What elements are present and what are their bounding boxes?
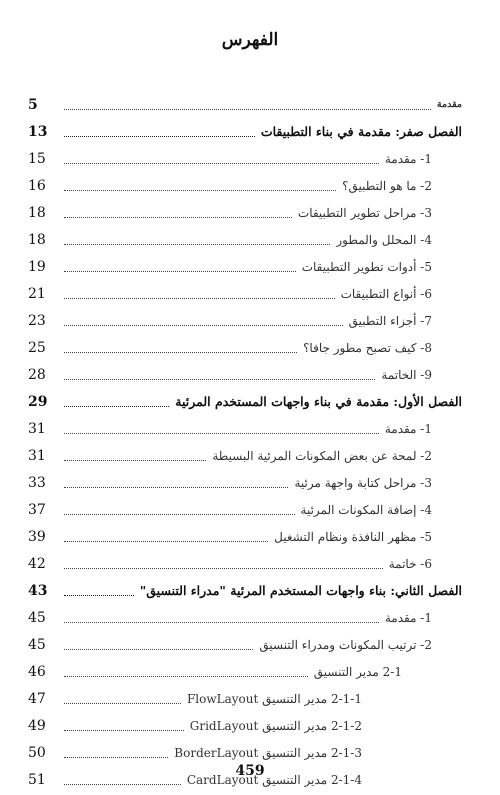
table-of-contents [28, 86, 462, 788]
toc-entry-label: 2-1 مدير التنسيق [313, 665, 402, 679]
toc-dot-leader [64, 568, 383, 569]
toc-dot-leader [64, 163, 379, 164]
toc-entry-label: 3- مراحل تطوير التطبيقات [297, 206, 432, 220]
toc-entry-row [28, 302, 462, 329]
toc-entry-row [28, 356, 462, 383]
toc-dot-leader [64, 676, 308, 677]
toc-dot-leader [64, 271, 296, 272]
toc-entry-label: 7- أجزاء التطبيق [348, 314, 432, 328]
toc-entry-label: 1- مقدمة [384, 611, 432, 625]
toc-page-number: 39 [28, 529, 46, 545]
toc-entry-label: 2-1-1 مدير التنسيق FlowLayout [186, 692, 362, 706]
toc-entry-label: الفصل الأول: مقدمة في بناء واجهات المستخدم المرئية [175, 394, 462, 409]
toc-entry-row [28, 86, 462, 113]
toc-entry-row [28, 275, 462, 302]
toc-entry-row [28, 437, 462, 464]
toc-page-number: 15 [28, 151, 46, 167]
toc-entry-row [28, 734, 462, 761]
toc-page-number: 25 [28, 340, 46, 356]
toc-chapter-row [28, 572, 462, 599]
toc-entry-label: 5- مظهر النافذة ونظام التشغيل [274, 530, 432, 544]
toc-entry-label: 1- مقدمة [384, 422, 432, 436]
toc-entry-label: 4- إضافة المكونات المرئية [300, 503, 432, 517]
toc-dot-leader [64, 622, 379, 623]
toc-entry-row [28, 221, 462, 248]
toc-page-number: 23 [28, 313, 46, 329]
toc-page-number: 45 [28, 610, 46, 626]
toc-page-number: 31 [28, 448, 46, 464]
toc-page-number: 19 [28, 259, 46, 275]
toc-page-number: 37 [28, 502, 46, 518]
toc-page-number: 29 [28, 394, 48, 410]
toc-entry-label: 2- لمحة عن بعض المكونات المرئية البسيطة [212, 449, 432, 463]
toc-entry-row [28, 248, 462, 275]
toc-dot-leader [64, 757, 168, 758]
toc-page-number: 50 [28, 745, 46, 761]
toc-entry-label: 4- المحلل والمطور [336, 233, 432, 247]
toc-entry-label: 6- خاتمة [388, 557, 432, 571]
toc-page-number: 21 [28, 286, 46, 302]
toc-dot-leader [64, 730, 184, 731]
toc-entry-label: الفصل صفر: مقدمة في بناء التطبيقات [260, 124, 462, 139]
toc-page-number: 18 [28, 232, 46, 248]
toc-dot-leader [64, 649, 253, 650]
toc-dot-leader [64, 487, 288, 488]
toc-page-number: 13 [28, 124, 48, 140]
toc-page-number: 51 [28, 772, 46, 788]
toc-page-number: 45 [28, 637, 46, 653]
toc-entry-row [28, 518, 462, 545]
toc-entry-label: الفصل الثاني: بناء واجهات المستخدم المرئية "مدراء التنسيق" [139, 583, 462, 598]
toc-entry-label: 6- أنواع التطبيقات [340, 287, 432, 301]
toc-page-number: 33 [28, 475, 46, 491]
toc-chapter-row [28, 383, 462, 410]
page-number: 459 [235, 763, 265, 779]
toc-entry-label: 2- ترتيب المكونات ومدراء التنسيق [259, 638, 432, 652]
toc-dot-leader [64, 136, 255, 137]
toc-dot-leader [64, 217, 292, 218]
toc-dot-leader [64, 298, 335, 299]
page-title: الفهرس [221, 30, 279, 50]
toc-dot-leader [64, 379, 375, 380]
toc-entry-row [28, 464, 462, 491]
toc-entry-row [28, 410, 462, 437]
toc-entry-label: 5- أدوات تطوير التطبيقات [301, 260, 432, 274]
toc-dot-leader [64, 109, 431, 110]
toc-entry-row [28, 545, 462, 572]
toc-entry-row [28, 140, 462, 167]
toc-page-number: 18 [28, 205, 46, 221]
toc-dot-leader [64, 244, 330, 245]
toc-entry-label: 2-1-3 مدير التنسيق BorderLayout [174, 746, 362, 760]
toc-dot-leader [64, 406, 169, 407]
toc-entry-label: 2-1-4 مدير التنسيق CardLayout [186, 773, 362, 787]
toc-page-number: 31 [28, 421, 46, 437]
toc-entry-label: 2- ما هو التطبيق؟ [342, 179, 432, 193]
toc-entry-row [28, 329, 462, 356]
toc-entry-row [28, 707, 462, 734]
toc-entry-row [28, 194, 462, 221]
toc-dot-leader [64, 541, 268, 542]
toc-dot-leader [64, 703, 181, 704]
toc-entry-row [28, 491, 462, 518]
toc-dot-leader [64, 352, 297, 353]
toc-page-number: 46 [28, 664, 46, 680]
toc-page-number: 47 [28, 691, 46, 707]
toc-entry-row [28, 653, 462, 680]
toc-dot-leader [64, 433, 379, 434]
toc-entry-label: 2-1-2 مدير التنسيق GridLayout [189, 719, 362, 733]
toc-entry-label: 9- الخاتمة [381, 368, 432, 382]
toc-dot-leader [64, 595, 134, 596]
toc-entry-row [28, 626, 462, 653]
toc-page-number: 49 [28, 718, 46, 734]
toc-entry-label: 3- مراحل كتابة واجهة مرئية [294, 476, 432, 490]
toc-entry-row [28, 167, 462, 194]
toc-page-number: 16 [28, 178, 46, 194]
toc-dot-leader [64, 460, 206, 461]
toc-dot-leader [64, 190, 336, 191]
toc-entry-label: مقدمة [436, 99, 462, 110]
toc-page-number: 28 [28, 367, 46, 383]
toc-page-number: 42 [28, 556, 46, 572]
toc-dot-leader [64, 784, 181, 785]
toc-entry-label: 8- كيف تصبح مطور جافا؟ [303, 341, 432, 355]
toc-page-number: 43 [28, 583, 48, 599]
toc-dot-leader [64, 514, 295, 515]
toc-dot-leader [64, 325, 343, 326]
toc-entry-row [28, 680, 462, 707]
toc-page-number: 5 [28, 97, 38, 113]
toc-chapter-row [28, 113, 462, 140]
toc-entry-row [28, 599, 462, 626]
toc-entry-label: 1- مقدمة [384, 152, 432, 166]
